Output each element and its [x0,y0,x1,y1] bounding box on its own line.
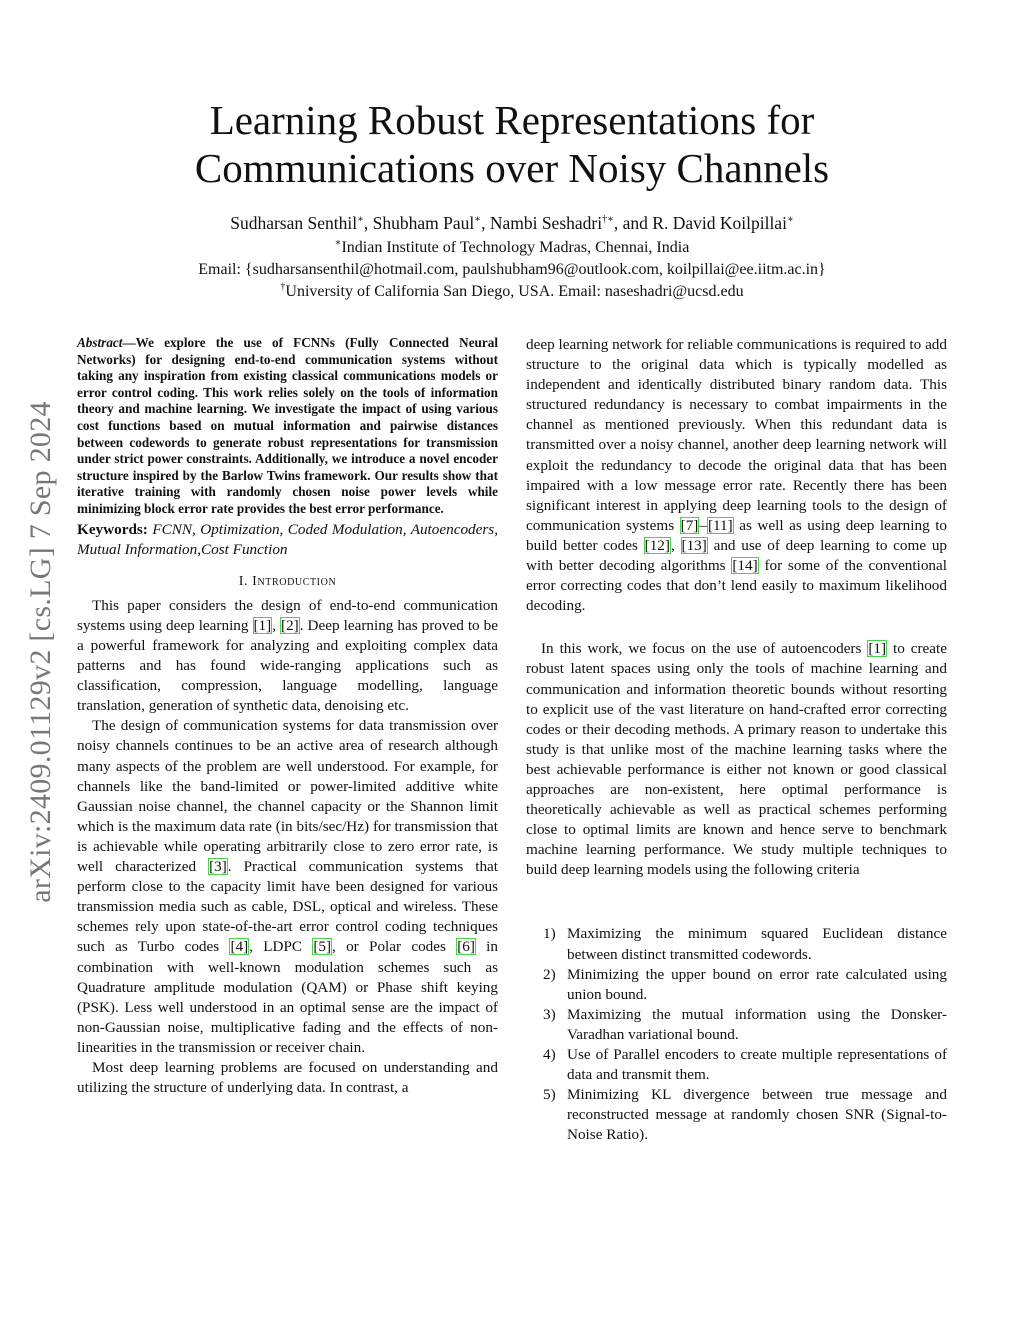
paper-title [0,96,1024,192]
citation-link[interactable]: [6] [457,938,475,956]
citation-link[interactable]: [7] [680,516,699,534]
citation-link[interactable]: [4] [230,938,249,956]
affiliation-2: †University of California San Diego, USA. Email: naseshadri@ucsd.edu [280,281,744,300]
author-4: R. David Koilpillai [652,213,787,233]
list-item-number: 1) [543,925,556,943]
abstract [77,335,498,518]
author-1: Sudharsan Senthil [230,213,358,233]
list-item-text: Minimizing KL divergence between true message and reconstructed message at randomly chosen SNR (Signal-to-Noise Ratio). [567,1086,947,1144]
list-item-text: Maximizing the minimum squared Euclidean distance between distinct transmitted codewords. [567,925,947,963]
keywords-text: FCNN, Optimization, Coded Modulation, Autoencoders, Mutual Information,Cost Function [77,520,498,558]
arxiv-identifier: arXiv:2409.01129v2 [cs.LG] 7 Sep 2024 [24,401,57,903]
citation-link[interactable]: [1] [868,640,887,658]
author-separator: , and [613,213,653,233]
list-item-text: Use of Parallel encoders to create multiple representations of data and transmit them. [567,1046,947,1084]
keywords-label: Keywords: [77,520,148,538]
author-block [0,212,1024,303]
author-2: Shubham Paul [372,213,475,233]
author-3: Nambi Seshadri [489,213,603,233]
criteria-list [526,924,947,1145]
intro-paragraph-4: In this work, we focus on the use of autoencoders [1] to create robust latent spaces using only the tools of machine learning and communication and information theoretic bounds without resorting to explicit use of the vast literature on hand-crafted error correcting codes or their decoding methods. A primary reason to undertake this study is that unlike most of the machine learning tasks where the best achievable performance is either not known or good classical approaches are non-existent, here optimal performance is theoretically achievable as well as practical schemes performing close to optimal limits are known and hence serve to benchmark machine learning performance. We study multiple techniques to build deep learning models using the following criteria [526,640,947,879]
list-item-number: 2) [543,965,556,983]
author-separator: , [481,213,490,233]
citation-link[interactable]: [1] [253,616,272,634]
affiliation-mark: †∗ [602,214,614,226]
intro-paragraph-2: The design of communication systems for data transmission over noisy channels continues to be an active area of research although many aspects of the problem are well understood. For example, for channels like the band-limited or power-limited additive white Gaussian noise channel, the channel capacity or the Shannon limit which is the maximum data rate (in bits/sec/Hz) for transmission that is achievable while operating arbitrarily close to zero error rate, is well characterized [3]. Practical communication systems that perform close to the capacity limit have been designed for various transmission media such as cable, DSL, optical and wireless. These schemes rely upon state-of-the-art error control coding techniques such as Turbo codes [4], LDPC [5], or Polar codes [6] in combination with well-known modulation schemes such as Quadrature amplitude modulation (QAM) or Phase shift keying (PSK). Less well understood in an optimal sense are the impact of non-Gaussian noise, multiplicative fading and the effects of non-linearities in the transmission or receiver chain. [77,717,499,1056]
abstract-text: We explore the use of FCNNs (Fully Connected Neural Networks) for designing end-to-end communication systems without taking any inspiration from existing classical communications models or error control coding. This work relies solely on the tools of information theory and machine learning. We investigate the impact of using various cost functions based on mutual information and pairwise distances between codewords to generate robust representations for transmission under strict power constraints. Additionally, we introduce a novel encoder structure inspired by the Barlow Twins framework. Our results show that iterative training with randomly chosen noise power levels while minimizing block error rate provides the best error performance. [77,335,498,516]
list-item [526,1085,947,1145]
section-heading-introduction: I. Introduction [238,573,337,589]
affiliation-mark: ∗ [474,214,482,226]
citation-link[interactable]: [14] [732,557,758,575]
list-item-text: Minimizing the upper bound on error rate calculated using union bound. [567,965,947,1003]
citation-link[interactable]: [13] [681,536,707,554]
abstract-label: Abstract [77,335,123,350]
list-item [526,1005,947,1045]
abstract-dash: — [122,335,136,350]
title-line-1: Learning Robust Representations for [209,97,815,143]
affiliation-mark: † [280,281,286,293]
author-separator: , [363,213,373,233]
email-line-1: Email: {sudharsansenthil@hotmail.com, paulshubham96@outlook.com, koilpillai@ee.iitm.ac.in} [198,261,826,278]
affiliation-mark: ∗ [357,214,364,226]
affiliation-1: ∗Indian Institute of Technology Madras, Chennai, India [334,237,690,256]
author-names [0,212,1024,234]
left-column [77,335,498,1098]
citation-link[interactable]: [11] [707,516,733,534]
list-item-text: Maximizing the mutual information using the Donsker-Varadhan variational bound. [567,1005,947,1043]
arxiv-identifier-margin [0,0,58,1325]
list-item [526,965,947,1005]
intro-paragraph-3-continued: deep learning network for reliable communications is required to add structure to the original data which is typically modelled as independent and identically distributed binary random data. This structured redundancy is necessary to combat impairments in the channel as mentioned previously. When this redundant data is transmitted over a noisy channel, another deep learning network will exploit the redundancy to decode the original data that has been impaired with a low message error rate. Recently there has been significant interest in applying deep learning tools to the design of communication systems [7]–[11] as well as using deep learning to build better codes [12], [13] and use of deep learning to come up with better decoding algorithms [14] for some of the conventional error correcting codes that don’t lend easily to maximum likelihood decoding. [526,336,948,615]
list-item [526,924,947,964]
citation-link[interactable]: [5] [313,938,332,956]
list-item-number: 4) [543,1046,556,1063]
citation-link[interactable]: [12] [644,536,670,554]
intro-paragraph-1: This paper considers the design of end-to-end communication systems using deep learning [1], [2]. Deep learning has proved to be a powerful framework for analyzing and exploiting complex data patterns and has found wide-ranging applications such as classification, compression, language modelling, language translation, generation of synthetic data, denoising etc. [77,596,498,715]
affiliation-mark: ∗ [334,237,342,249]
title-line-2: Communications over Noisy Channels [194,145,830,191]
list-item-number: 5) [543,1086,556,1104]
affiliation-mark: ∗ [786,214,794,226]
right-column [526,335,947,1145]
keywords [77,520,498,560]
list-item [526,1045,947,1085]
citation-link[interactable]: [2] [281,616,299,634]
list-item-number: 3) [543,1005,556,1023]
intro-paragraph-3: Most deep learning problems are focused on understanding and utilizing the structure of underlying data. In contrast, a [77,1058,498,1097]
citation-link[interactable]: [3] [209,858,227,876]
